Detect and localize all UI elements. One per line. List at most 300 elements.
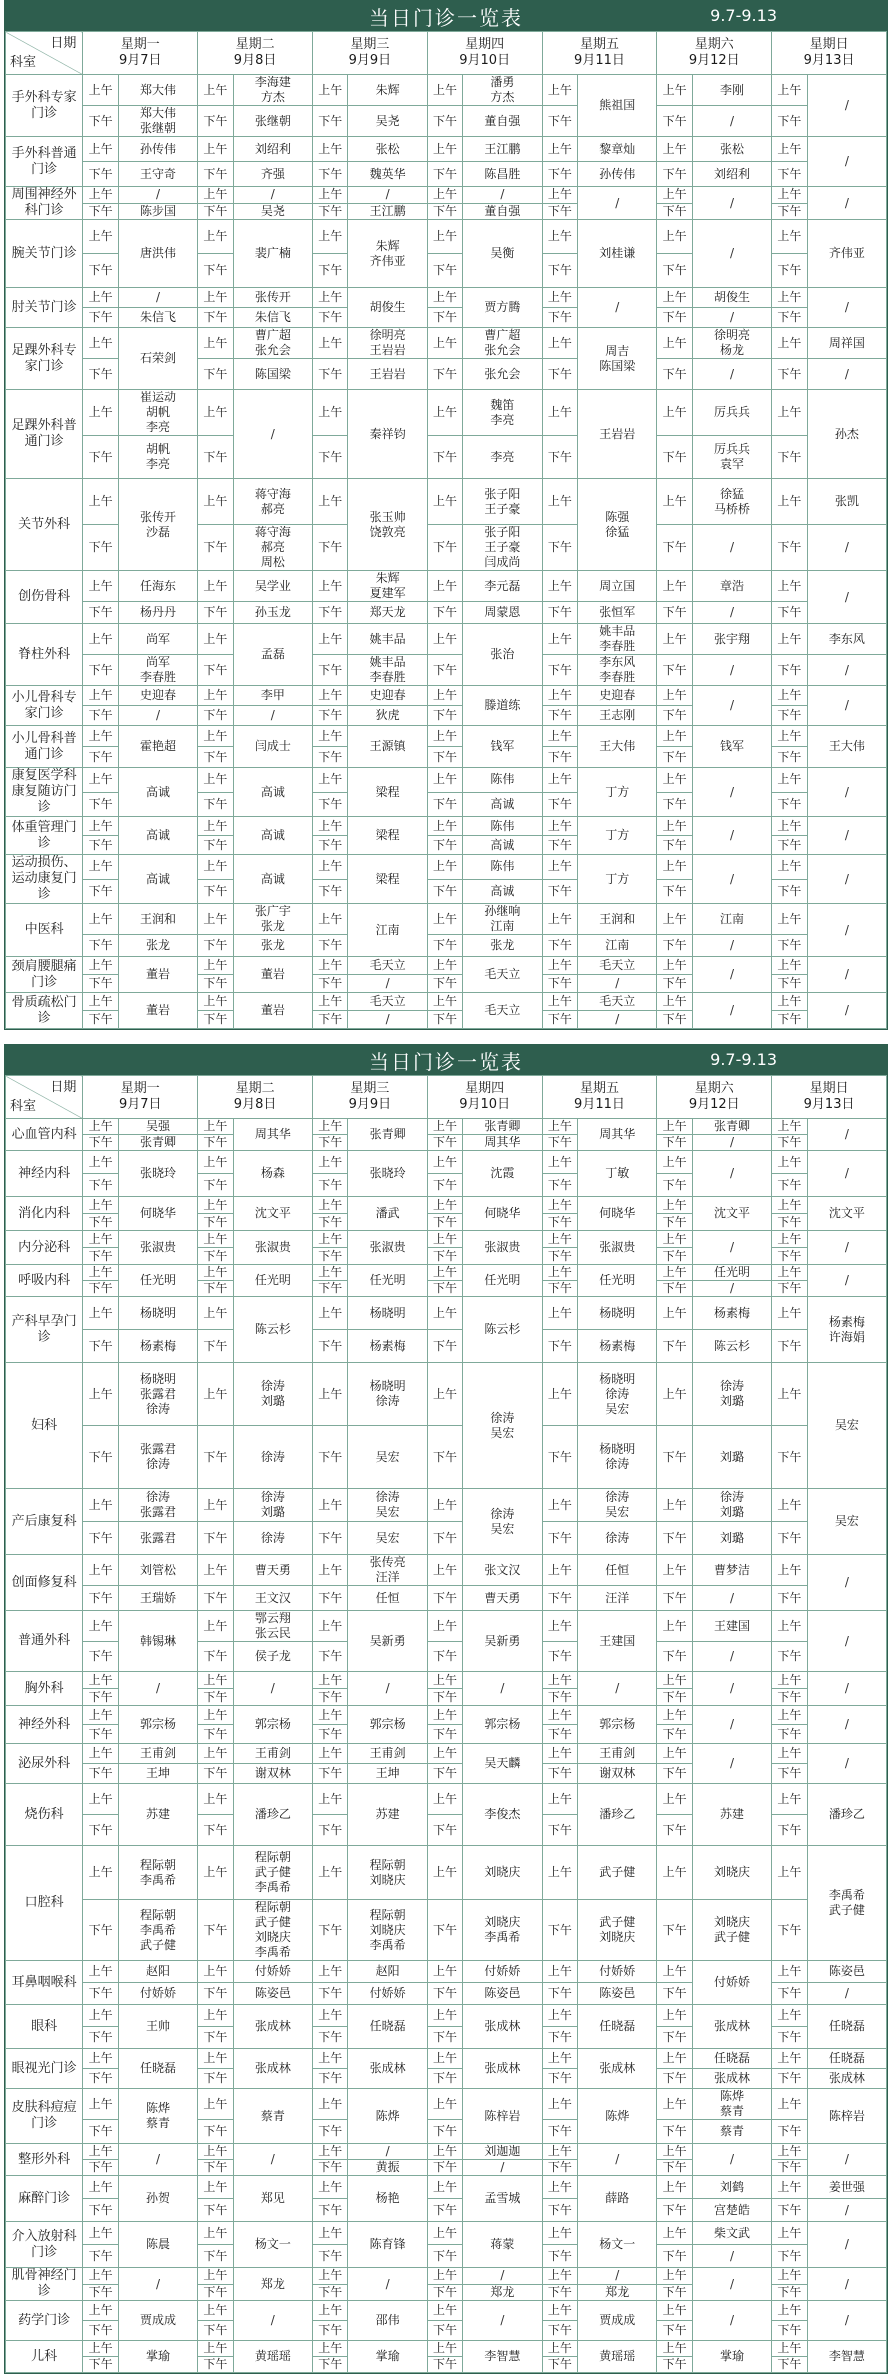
day-header (427, 32, 542, 75)
pm-label: 下午 (83, 655, 119, 686)
am-label: 上午 (427, 1744, 463, 1764)
am-label: 上午 (312, 137, 348, 162)
am-label: 上午 (657, 328, 693, 359)
am-label: 上午 (312, 855, 348, 880)
pm-label: 下午 (657, 1174, 693, 1197)
doctor-cell: / (692, 308, 771, 328)
doctor-cell: 程际朝 刘晓庆 李禹希 (348, 1900, 427, 1961)
doctor-cell: 付娇娇 (692, 1961, 771, 2005)
doctor-cell: 任晓磊 (692, 2049, 771, 2069)
pm-label: 下午 (198, 1900, 234, 1961)
doctor-cell: 吴强 (118, 1119, 197, 1135)
am-label: 上午 (427, 817, 463, 836)
pm-label: 下午 (83, 2027, 119, 2049)
doctor-cell: 王甫剑 (233, 1744, 312, 1764)
pm-label: 下午 (427, 879, 463, 904)
doctor-cell: 何晓华 (463, 1197, 542, 1231)
pm-label: 下午 (83, 1764, 119, 1784)
doctor-cell: 王建国 (692, 1611, 771, 1642)
doctor-cell: / (348, 1011, 427, 1029)
doctor-cell: 陈烨 (348, 2089, 427, 2144)
doctor-cell: 鄂云翔 张云民 (233, 1611, 312, 1642)
doctor-cell: 刘绍利 (233, 137, 312, 162)
am-label: 上午 (657, 137, 693, 162)
doctor-cell: 徐明亮 王岩岩 (348, 328, 427, 359)
weekday: 星期六 (694, 1081, 734, 1096)
dept-name: 内分泌科 (6, 1231, 83, 1265)
pm-label: 下午 (83, 1174, 119, 1197)
dept-name: 眼视光门诊 (6, 2049, 83, 2089)
doctor-cell: 厉兵兵 袁罕 (692, 436, 771, 479)
doctor-cell: 蒋蒙 (463, 2222, 542, 2268)
pm-label: 下午 (83, 1426, 119, 1489)
pm-label: 下午 (772, 1011, 808, 1029)
doctor-cell: 郭宗杨 (118, 1706, 197, 1744)
table-row (6, 768, 887, 793)
doctor-cell: 高诚 (233, 768, 312, 817)
weekday: 星期四 (465, 1081, 505, 1096)
doctor-cell: 霍艳超 (118, 726, 197, 768)
pm-label: 下午 (83, 1689, 119, 1706)
am-label: 上午 (427, 1231, 463, 1248)
pm-label: 下午 (312, 2357, 348, 2373)
weekday: 星期二 (235, 1081, 275, 1096)
pm-label: 下午 (772, 1725, 808, 1744)
table-row (6, 2341, 887, 2357)
doctor-cell: 武子健 刘晓庆 (578, 1900, 657, 1961)
am-label: 上午 (772, 2176, 808, 2199)
pm-label: 下午 (657, 1522, 693, 1555)
am-label: 上午 (657, 686, 693, 706)
pm-label: 下午 (542, 602, 578, 624)
am-label: 上午 (312, 187, 348, 204)
am-label: 上午 (198, 571, 234, 602)
am-label: 上午 (772, 571, 808, 602)
doctor-cell: 徐涛 刘璐 (233, 1363, 312, 1426)
doctor-cell: 柴文武 (692, 2222, 771, 2245)
am-label: 上午 (542, 1846, 578, 1900)
am-label: 上午 (657, 768, 693, 793)
pm-label: 下午 (198, 1248, 234, 1265)
doctor-cell: 任恒 (578, 1555, 657, 1586)
am-label: 上午 (542, 1297, 578, 1330)
am-label: 上午 (312, 1119, 348, 1135)
table-row (6, 1672, 887, 1689)
doctor-cell: 杨素梅 (692, 1297, 771, 1330)
am-label: 上午 (83, 1119, 119, 1135)
pm-label: 下午 (312, 1764, 348, 1784)
dept-name: 眼科 (6, 2005, 83, 2049)
am-label: 上午 (83, 2049, 119, 2069)
doctor-cell: 程际朝 武子健 李禹希 (233, 1846, 312, 1900)
doctor-cell: / (692, 2301, 771, 2341)
pm-label: 下午 (312, 1011, 348, 1029)
am-label: 上午 (772, 817, 808, 836)
am-label: 上午 (427, 624, 463, 655)
doctor-cell: / (692, 187, 771, 220)
doctor-cell: 孟雪城 (463, 2176, 542, 2222)
pm-label: 下午 (772, 1522, 808, 1555)
doctor-cell: / (692, 817, 771, 855)
doctor-cell: 付娇娇 (118, 1983, 197, 2005)
am-label: 上午 (657, 1672, 693, 1689)
doctor-cell: 张允会 (463, 359, 542, 390)
doctor-cell: 苏建 (118, 1784, 197, 1846)
doctor-cell: / (692, 1135, 771, 1151)
doctor-cell: / (118, 2144, 197, 2176)
doctor-cell: 毛天立 (463, 993, 542, 1029)
am-label: 上午 (657, 1555, 693, 1586)
pm-label: 下午 (772, 706, 808, 726)
dept-name: 烧伤科 (6, 1784, 83, 1846)
day-header (427, 1076, 542, 1119)
pm-label: 下午 (427, 2160, 463, 2176)
pm-label: 下午 (542, 792, 578, 817)
am-label: 上午 (542, 1231, 578, 1248)
doctor-cell: 沈文平 (233, 1197, 312, 1231)
pm-label: 下午 (198, 792, 234, 817)
am-label: 上午 (198, 726, 234, 747)
am-label: 上午 (542, 993, 578, 1011)
pm-label: 下午 (772, 2284, 808, 2301)
pm-label: 下午 (657, 1214, 693, 1231)
doctor-cell: / (348, 187, 427, 204)
am-label: 上午 (772, 187, 808, 204)
doctor-cell: 姚丰品 (348, 624, 427, 655)
pm-label: 下午 (542, 525, 578, 571)
table-row (6, 1555, 887, 1586)
doctor-cell: 任光明 (578, 1265, 657, 1297)
am-label: 上午 (198, 2005, 234, 2027)
am-label: 上午 (772, 288, 808, 308)
doctor-cell: 吴学业 (233, 571, 312, 602)
doctor-cell: 刘晓庆 武子健 (692, 1900, 771, 1961)
am-label: 上午 (772, 1297, 808, 1330)
pm-label: 下午 (772, 1330, 808, 1363)
doctor-cell: 周其华 (463, 1135, 542, 1151)
doctor-cell: 陈昌胜 (463, 162, 542, 187)
doctor-cell: 陈伟 (463, 817, 542, 836)
doctor-cell: 王文汉 (233, 1586, 312, 1611)
day-header (657, 1076, 772, 1119)
pm-label: 下午 (312, 2160, 348, 2176)
doctor-cell: 齐强 (233, 162, 312, 187)
am-label: 上午 (427, 2089, 463, 2120)
weekday: 星期三 (350, 37, 390, 52)
am-label: 上午 (542, 1672, 578, 1689)
doctor-cell: 孟磊 (233, 624, 312, 686)
doctor-cell: 付娇娇 (233, 1961, 312, 1983)
pm-label: 下午 (427, 1642, 463, 1672)
pm-label: 下午 (83, 1135, 119, 1151)
doctor-cell: / (692, 602, 771, 624)
pm-label: 下午 (312, 106, 348, 137)
doctor-cell: 杨艳 (348, 2176, 427, 2222)
am-label: 上午 (542, 1489, 578, 1522)
doctor-cell: 董岩 (118, 993, 197, 1029)
doctor-cell: 王甫剑 (578, 1744, 657, 1764)
doctor-cell: 任光明 (118, 1265, 197, 1297)
day-date: 9月12日 (688, 1097, 740, 1112)
am-label: 上午 (657, 1119, 693, 1135)
pm-label: 下午 (542, 1330, 578, 1363)
doctor-cell: 朱辉 齐伟亚 (348, 220, 427, 288)
am-label: 上午 (312, 993, 348, 1011)
doctor-cell: / (807, 1265, 886, 1297)
doctor-cell: 潘珍乙 (578, 1784, 657, 1846)
doctor-cell: 刘晓庆 (692, 1846, 771, 1900)
pm-label: 下午 (198, 2069, 234, 2089)
am-label: 上午 (542, 1151, 578, 1174)
am-label: 上午 (657, 1297, 693, 1330)
pm-label: 下午 (427, 1174, 463, 1197)
pm-label: 下午 (657, 308, 693, 328)
doctor-cell: 吴衡 (463, 220, 542, 288)
pm-label: 下午 (542, 1135, 578, 1151)
doctor-cell: 杨晓明 徐涛 吴宏 (578, 1363, 657, 1426)
am-label: 上午 (427, 2005, 463, 2027)
pm-label: 下午 (312, 602, 348, 624)
schedule-table (5, 1075, 887, 2373)
am-label: 上午 (198, 328, 234, 359)
am-label: 上午 (657, 1706, 693, 1725)
doctor-cell: 王岩岩 (578, 390, 657, 479)
am-label: 上午 (657, 624, 693, 655)
doctor-cell: 陈强 徐猛 (578, 479, 657, 571)
am-label: 上午 (542, 328, 578, 359)
am-label: 上午 (542, 2301, 578, 2321)
am-label: 上午 (772, 1784, 808, 1815)
doctor-cell: 王坤 (118, 1764, 197, 1784)
pm-label: 下午 (542, 2199, 578, 2222)
pm-label: 下午 (542, 706, 578, 726)
day-header (198, 1076, 313, 1119)
day-header (83, 32, 198, 75)
am-label: 上午 (657, 904, 693, 935)
am-label: 上午 (312, 220, 348, 254)
pm-label: 下午 (83, 162, 119, 187)
am-label: 上午 (542, 2005, 578, 2027)
pm-label: 下午 (312, 1983, 348, 2005)
pm-label: 下午 (83, 2245, 119, 2268)
doctor-cell: 蒋守海 郝亮 周松 (233, 525, 312, 571)
doctor-cell: / (578, 187, 657, 220)
pm-label: 下午 (427, 706, 463, 726)
pm-label: 下午 (427, 836, 463, 855)
pm-label: 下午 (427, 1011, 463, 1029)
pm-label: 下午 (427, 1214, 463, 1231)
pm-label: 下午 (542, 2069, 578, 2089)
pm-label: 下午 (657, 1725, 693, 1744)
doctor-cell: 周蒙恩 (463, 602, 542, 624)
table-row (6, 935, 887, 957)
dept-name: 手外科专家门诊 (6, 75, 83, 137)
pm-label: 下午 (542, 359, 578, 390)
doctor-cell: / (578, 1672, 657, 1706)
doctor-cell: / (807, 137, 886, 187)
am-label: 上午 (542, 220, 578, 254)
doctor-cell: / (807, 904, 886, 957)
doctor-cell: 熊祖国 (578, 75, 657, 137)
am-label: 上午 (427, 288, 463, 308)
doctor-cell: 陈姿邑 (233, 1983, 312, 2005)
pm-label: 下午 (542, 1248, 578, 1265)
doctor-cell: 张青卿 (118, 1135, 197, 1151)
am-label: 上午 (427, 2176, 463, 2199)
am-label: 上午 (657, 1784, 693, 1815)
pm-label: 下午 (657, 1642, 693, 1672)
doctor-cell: / (578, 2268, 657, 2285)
doctor-cell: / (807, 1119, 886, 1151)
pm-label: 下午 (772, 2160, 808, 2176)
doctor-cell: 刘鹤 (692, 2176, 771, 2199)
table-row (6, 1522, 887, 1555)
dept-name: 胸外科 (6, 1672, 83, 1706)
am-label: 上午 (83, 2222, 119, 2245)
doctor-cell: 沈文平 (692, 1197, 771, 1231)
pm-label: 下午 (657, 359, 693, 390)
pm-label: 下午 (657, 655, 693, 686)
pm-label: 下午 (427, 602, 463, 624)
doctor-cell: 沈文平 (807, 1197, 886, 1231)
am-label: 上午 (427, 904, 463, 935)
am-label: 上午 (83, 1784, 119, 1815)
am-label: 上午 (542, 1961, 578, 1983)
am-label: 上午 (83, 726, 119, 747)
am-label: 上午 (83, 1297, 119, 1330)
dept-name: 中医科 (6, 904, 83, 957)
am-label: 上午 (198, 2341, 234, 2357)
doctor-cell: 杨文一 (578, 2222, 657, 2268)
pm-label: 下午 (312, 1248, 348, 1265)
pm-label: 下午 (657, 1983, 693, 2005)
am-label: 上午 (198, 993, 234, 1011)
doctor-cell: 徐涛 刘璐 (233, 1489, 312, 1522)
pm-label: 下午 (542, 2245, 578, 2268)
pm-label: 下午 (427, 935, 463, 957)
doctor-cell: / (233, 2144, 312, 2176)
doctor-cell: 陈晨 (118, 2222, 197, 2268)
doctor-cell: / (807, 2199, 886, 2222)
doctor-cell: 陈姿邑 (807, 1961, 886, 1983)
am-label: 上午 (772, 2341, 808, 2357)
am-label: 上午 (83, 855, 119, 880)
doctor-cell: 陈梓岩 (463, 2089, 542, 2144)
doctor-cell: 杨素梅 (348, 1330, 427, 1363)
table-row (6, 436, 887, 479)
pm-label: 下午 (427, 2245, 463, 2268)
pm-label: 下午 (542, 1983, 578, 2005)
pm-label: 下午 (427, 254, 463, 288)
doctor-cell: 张淑贵 (463, 1231, 542, 1265)
am-label: 上午 (772, 1744, 808, 1764)
pm-label: 下午 (83, 1642, 119, 1672)
doctor-cell: 钱军 (463, 726, 542, 768)
doctor-cell: 朱辉 夏建军 (348, 571, 427, 602)
am-label: 上午 (427, 855, 463, 880)
header-row (6, 1076, 887, 1119)
pm-label: 下午 (198, 525, 234, 571)
doctor-cell: 潘珍乙 (807, 1784, 886, 1846)
doctor-cell: 沈霞 (463, 1151, 542, 1197)
pm-label: 下午 (427, 792, 463, 817)
doctor-cell: 秦祥钧 (348, 390, 427, 479)
doctor-cell: / (692, 1151, 771, 1197)
am-label: 上午 (542, 390, 578, 436)
doctor-cell: 武子健 (578, 1846, 657, 1900)
doctor-cell: 狄虎 (348, 706, 427, 726)
pm-label: 下午 (83, 106, 119, 137)
am-label: 上午 (657, 2301, 693, 2321)
pm-label: 下午 (198, 1330, 234, 1363)
doctor-cell: 高诚 (233, 855, 312, 904)
am-label: 上午 (657, 75, 693, 106)
doctor-cell: 高诚 (118, 768, 197, 817)
pm-label: 下午 (427, 1330, 463, 1363)
weekday: 星期六 (694, 37, 734, 52)
am-label: 上午 (198, 1706, 234, 1725)
doctor-cell: 程际朝 李禹希 武子健 (118, 1900, 197, 1961)
pm-label: 下午 (772, 2120, 808, 2144)
doctor-cell: 蔡青 (692, 2120, 771, 2144)
dept-name: 关节外科 (6, 479, 83, 571)
weekday: 星期四 (465, 37, 505, 52)
doctor-cell: 潘珍乙 (233, 1784, 312, 1846)
doctor-cell: 曹天勇 (233, 1555, 312, 1586)
pm-label: 下午 (427, 975, 463, 993)
day-header (772, 32, 887, 75)
doctor-cell: 张露君 徐涛 (118, 1426, 197, 1489)
doctor-cell: 陈梓岩 (807, 2089, 886, 2144)
pm-label: 下午 (198, 2284, 234, 2301)
doctor-cell: 朱信飞 (233, 308, 312, 328)
pm-label: 下午 (83, 836, 119, 855)
doctor-cell: 董岩 (233, 957, 312, 993)
am-label: 上午 (198, 817, 234, 836)
table-row (6, 106, 887, 137)
table-row (6, 2005, 887, 2027)
doctor-cell: 郑龙 (463, 2284, 542, 2301)
doctor-cell: / (807, 1555, 886, 1611)
doctor-cell: 张广宇 张龙 (233, 904, 312, 935)
doctor-cell: 王江鹏 (348, 203, 427, 220)
am-label: 上午 (772, 1961, 808, 1983)
doctor-cell: / (463, 2268, 542, 2285)
doctor-cell: 张恒军 (578, 602, 657, 624)
doctor-cell: 张松 (348, 137, 427, 162)
doctor-cell: 掌瑜 (692, 2341, 771, 2373)
doctor-cell: 梁程 (348, 768, 427, 817)
doctor-cell: 付娇娇 (348, 1983, 427, 2005)
doctor-cell: 郭宗杨 (578, 1706, 657, 1744)
doctor-cell: 王守奇 (118, 162, 197, 187)
doctor-cell: 陈国梁 (233, 359, 312, 390)
doctor-cell: / (692, 2268, 771, 2301)
pm-label: 下午 (772, 1248, 808, 1265)
dept-name: 耳鼻咽喉科 (6, 1961, 83, 2005)
pm-label: 下午 (312, 2027, 348, 2049)
am-label: 上午 (312, 2301, 348, 2321)
am-label: 上午 (657, 571, 693, 602)
doctor-cell: 李亮 (463, 436, 542, 479)
pm-label: 下午 (83, 1586, 119, 1611)
pm-label: 下午 (83, 359, 119, 390)
pm-label: 下午 (83, 2357, 119, 2373)
doctor-cell: 贾成成 (578, 2301, 657, 2341)
pm-label: 下午 (427, 1764, 463, 1784)
dept-name: 腕关节门诊 (6, 220, 83, 288)
doctor-cell: 杨丹丹 (118, 602, 197, 624)
